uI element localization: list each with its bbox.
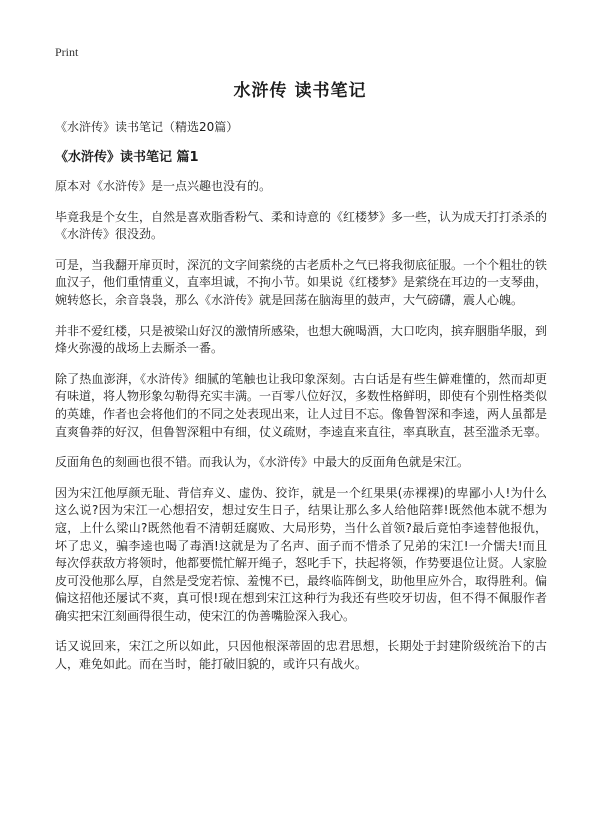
paragraph: 并非不爱红楼，只是被梁山好汉的激情所感染，也想大碗喝酒，大口吃肉，摈弃胭脂华服，到烽火弥漫的战场上去厮杀一番。 [55, 323, 548, 356]
paragraph: 反面角色的刻画也很不错。而我认为，《水浒传》中最大的反面角色就是宋江。 [55, 455, 470, 470]
paragraph: 毕竟我是个女生，自然是喜欢脂香粉气、柔和诗意的《红楼梦》多一些，认为成天打打杀杀的《水浒传》很没劲。 [55, 209, 548, 242]
print-link[interactable]: Print [55, 45, 79, 59]
paragraph: 可是，当我翻开扉页时，深沉的文字间萦绕的古老质朴之气已将我彻底征服。一个个粗壮的铁血汉子，他们重情重义，直率坦诚，不拘小节。如果说《红楼梦》是萦绕在耳边的一支琴曲，婉转悠长，余音袅袅，那么《水浒传》就是回荡在脑海里的鼓声，大气磅礴，震人心魄。 [55, 257, 548, 307]
paragraph: 原本对《水浒传》是一点兴趣也没有的。 [55, 179, 272, 193]
page-title: 水浒传 读书笔记 [233, 81, 367, 101]
paragraph: 话又说回来，宋江之所以如此，只因他根深蒂固的忠君思想，长期处于封建阶级统治下的古人，难免如此。而在当时，能打破旧貌的，或许只有战火。 [55, 639, 547, 672]
paragraph: 除了热血澎湃，《水浒传》细腻的笔触也让我印象深刻。古白话是有些生僻难懂的，然而却更有味道，将人物形象勾勒得充实丰满。一百零八位好汉，多数性格鲜明，即使有个别性格类似的英雄，作者也会将他们的不同之处表现出来，让人过目不忘。像鲁智深和李逵，两人虽都是直爽鲁莽的好汉，但鲁智深粗中有细，仗义疏财，李逵直来直往，率真耿直，甚至滥杀无辜。 [55, 371, 548, 439]
document-body [55, 118, 547, 687]
paragraph: 因为宋江他厚颜无耻、背信弃义、虚伪、狡诈，就是一个红果果(赤裸裸)的卑鄙小人!为什么这么说?因为宋江一心想招安，想过安生日子，结果让那么多人给他陪葬!既然他本就不想为寇，上什么梁山?既然他看不清朝廷腐败、大局形势，当什么首领?最后竟怕李逵替他报仇，坏了忠义，骗李逵也喝了毒酒!这就是为了名声、面子而不惜杀了兄弟的宋江!一介懦夫!而且每次俘获敌方将领时，他都要慌忙解开绳子，怒叱手下，扶起将领，作势要退位让贤。人家脸皮可没他那么厚，自然是受宠若惊、羞愧不已，最终临阵倒戈，助他里应外合，取得胜利。偏偏这招他还屡试不爽，真可恨!现在想到宋江这种行为我还有些咬牙切齿，但不得不佩服作者确实把宋江刻画得很生动，使宋江的伪善嘴脸深入我心。 [55, 485, 548, 623]
document-subtitle: 《水浒传》读书笔记（精选20篇） [55, 120, 239, 134]
section-heading: 《水浒传》读书笔记 篇1 [55, 150, 199, 165]
